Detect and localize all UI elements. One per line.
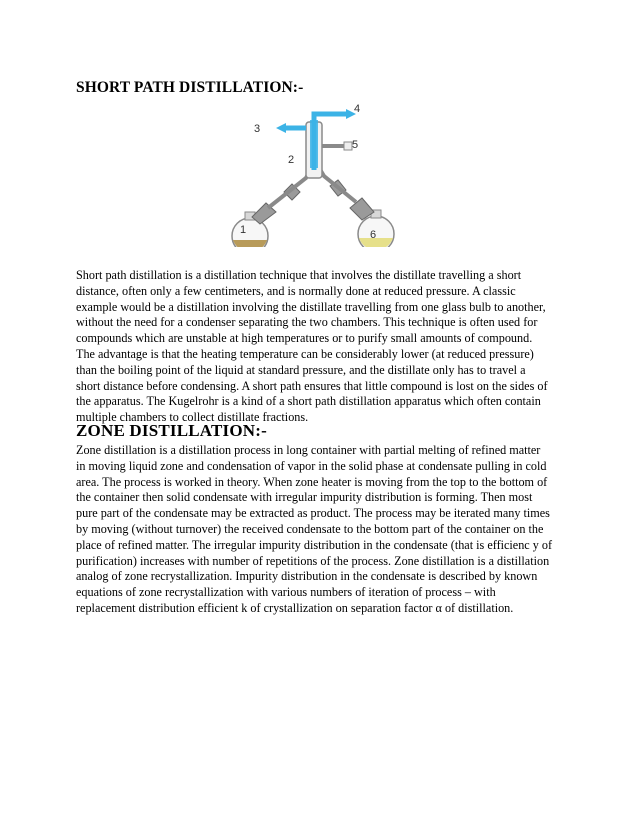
text-line: place of refined matter. The irregular impurity distribution in the condensate (that is efficienc y of [76,537,553,552]
text-line: than the boiling point of the liquid at standard pressure, and the distillate only has to travel a [76,362,526,377]
text-line: Zone distillation is a distillation process in long container with partial melting of refined matter [76,443,541,457]
paragraph-zone-distillation [76,443,572,617]
label-2: 2 [288,154,295,166]
text-line: equations of zone recrystallization with various numbers of iteration of process – with [76,585,496,600]
text-line: without the need for a condenser separating the two chambers. This technique is often used for [76,315,538,330]
text-line: example would be a distillation involving the distillate travelling from one glass bulb to another, [76,299,546,314]
text-line: multiple chambers to collect distillate fractions. [76,410,309,425]
heading-zone-distillation: ZONE DISTILLATION:- [76,421,267,440]
label-4: 4 [354,103,361,115]
paragraph-short-path [76,268,572,426]
label-6: 6 [370,229,377,241]
text-line: by moving (without turnover) the received condensate to the bottom part of the container on the [76,521,544,536]
text-line: The advantage is that the heating temperature can be considerably lower (at reduced pressure) [76,346,534,361]
text-line: the container then solid condensate with irregular impurity distribution is forming. Then most [76,490,533,505]
label-3: 3 [254,123,261,135]
text-line: short distance before condensing. A short path ensures that little compound is lost on the sides of [76,378,548,393]
text-line: in moving liquid zone and condensation of vapor in the solid phase at condensate pulling in cold [76,458,547,473]
heading-short-path-distillation: SHORT PATH DISTILLATION:- [76,79,304,96]
text-line: analog of zone recrystallization. Impurity distribution in the condensate is described by known [76,569,538,584]
text-line: compounds which are unstable at high temperatures or to purify small amounts of compound. [76,331,533,346]
text-line: Short path distillation is a distillation technique that involves the distillate travelling a short [76,268,522,282]
residue-liquid [233,240,267,247]
short-path-apparatus-diagram [228,100,398,247]
text-line: pure part of the condensate may be extracted as product. The process may be iterated many times [76,506,550,521]
label-1: 1 [240,224,247,236]
text-line: the apparatus. The Kugelrohr is a kind of a short path distillation apparatus which often contain [76,394,541,409]
text-line: replacement distribution efficient k of crystallization on separation factor α of distillation. [76,600,514,615]
text-line: purification) increases with number of repetitions of the process. Zone distillation is a distillation [76,553,550,568]
label-5: 5 [352,139,359,151]
text-line: distance, often only a few centimeters, and is normally done at reduced pressure. A classic [76,283,516,298]
text-line: area. The process is worked in theory. When zone heater is moving from the top to the bottom of [76,474,548,489]
